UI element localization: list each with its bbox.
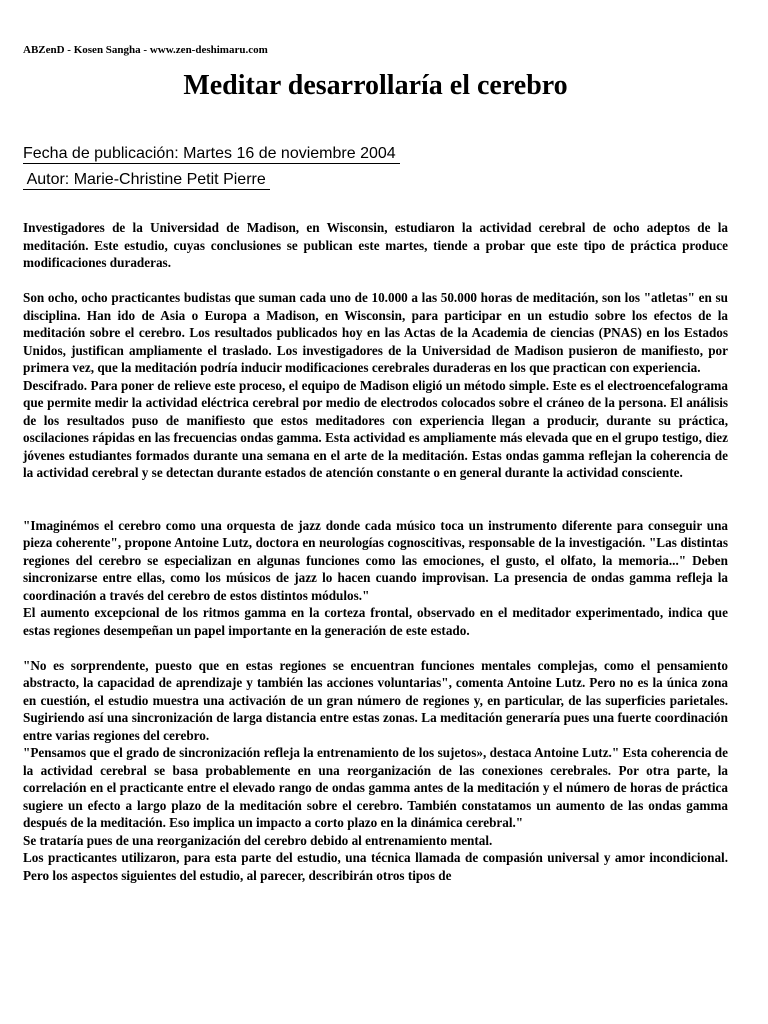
article-author: Autor: Marie-Christine Petit Pierre: [23, 171, 271, 188]
paragraph-jazz-quote: "Imaginémos el cerebro como una orquesta de jazz donde cada músico toca un instrumento diferente para conseguir una pieza coherente", propone Antoine Lutz, doctora en neurologías cognoscitivas, responsable de la investigación. "Las distintas regiones del cerebro se especializan en algunas funciones como las emociones, el gusto, el olfato, la memoria..." Deben sincronizarse entre ellas, como los músicos de jazz lo hacen cuando improvisan. La presencia de ondas gamma refleja la coordinación a través del cerebro de estos distintos módulos.": [23, 517, 728, 603]
source-header: ABZenD - Kosen Sangha - www.zen-deshimaru.com: [23, 44, 268, 56]
paragraph-synchronization: "Pensamos que el grado de sincronización refleja la entrenamiento de los sujetos», destaca Antoine Lutz." Esta coherencia de la actividad cerebral se basa probablemente en una reorganización de las conexiones cerebrales. Por otra parte, la correlación en el practicante entre el elevado rango de ondas gamma antes de la meditación y el número de horas de práctica sugiere un efecto a largo plazo de la meditación sobre el cerebro. También constatamos un aumento de las ondas gamma después de la meditación. Eso implica un impacto a corto plazo en la dinámica cerebral.": [23, 745, 728, 830]
article-title: Meditar desarrollaría el cerebro: [183, 70, 568, 101]
paragraph-reorganization: Se trataría pues de una reorganización del cerebro debido al entrenamiento mental.: [23, 832, 493, 848]
paragraph-intro: Investigadores de la Universidad de Madison, en Wisconsin, estudiaron la actividad cerebral de ocho adeptos de la meditación. Este estudio, cuyas conclusiones se publican este martes, tiende a probar que este tipo de práctica produce modificaciones duraderas.: [23, 220, 728, 270]
paragraph-practitioners: Son ocho, ocho practicantes budistas que suman cada uno de 10.000 a las 50.000 horas de meditación, son los "atletas" en su disciplina. Han ido de Asia o Europa a Madison, en Wisconsin, para participar en un estudio sobre los efectos de la meditación sobre el cerebro. Los resultados publicados hoy en las Actas de la Academia de ciencias (PNAS) en los Estados Unidos, justifican ampliamente el traslado. Los investigadores de la Universidad de Madison pusieron de manifiesto, por primera vez, que la meditación podría inducir modificaciones cerebrales duraderas en los que practican con experiencia.: [23, 290, 728, 375]
paragraph-not-surprising: "No es sorprendente, puesto que en estas regiones se encuentran funciones mentales complejas, como el pensamiento abstracto, la capacidad de aprendizaje y también las acciones voluntarias", comenta Antoine Lutz. Pero no es la única zona en cuestión, el estudio muestra una activación de un gran número de regiones y, en particular, de las superficies parietales. Sugiriendo así una sincronización de larga distancia entre estas zonas. La meditación generaría pues una fuerte coordinación entre varias regiones del cerebro.: [23, 657, 728, 743]
paragraph-compassion: Los practicantes utilizaron, para esta parte del estudio, una técnica llamada de compasión universal y amor incondicional. Pero los aspectos siguientes del estudio, al parecer, describirán otros tipos de: [23, 850, 728, 883]
article-body: [23, 219, 728, 884]
paragraph-gamma-rhythms: El aumento excepcional de los ritmos gamma en la corteza frontal, observado en el meditador experimentado, indica que estas regiones desempeñan un papel importante en la generación de este estado.: [23, 605, 728, 638]
publication-date: Fecha de publicación: Martes 16 de noviembre 2004: [23, 145, 401, 162]
paragraph-decoded: Descifrado. Para poner de relieve este proceso, el equipo de Madison eligió un método simple. Este es el electroencefalograma que permite medir la actividad eléctrica cerebral por medio de electrodos colocados sobre el cráneo de la persona. El análisis de los resultados puso de manifiesto que estos meditadores con experiencia llegan a producir, durante su práctica, oscilaciones rápidas en las frecuencias ondas gamma. Esta actividad es ampliamente más elevada que en el grupo testigo, diez jóvenes estudiantes formados durante una semana en el arte de la meditación. Estas ondas gamma reflejan la coherencia de la actividad cerebral y se detectan durante estados de atención constante o en general durante la actividad consciente.: [23, 377, 728, 480]
